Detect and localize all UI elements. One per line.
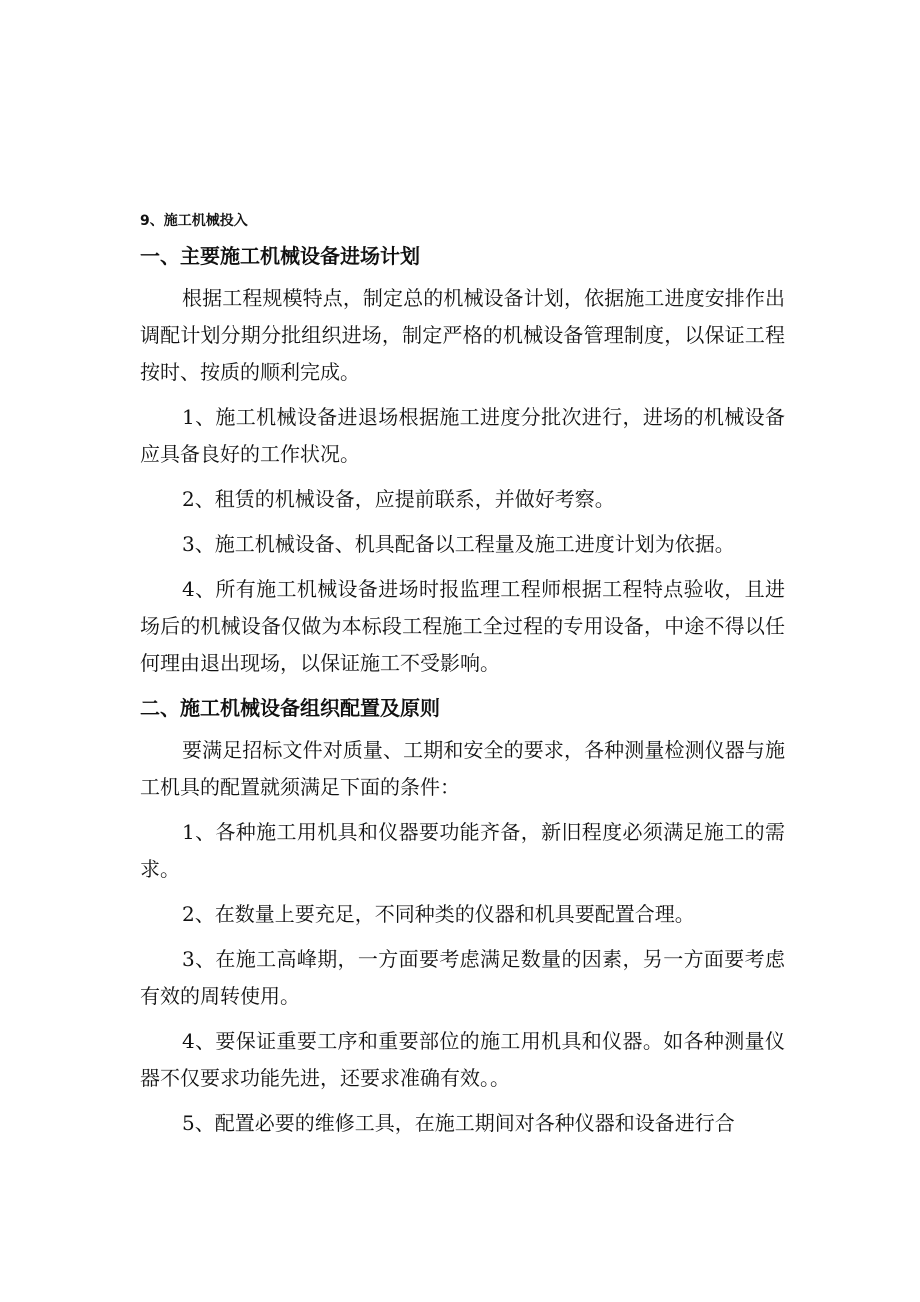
paragraph: 3、施工机械设备、机具配备以工程量及施工进度计划为依据。	[182, 532, 735, 556]
paragraph: 1、各种施工用机具和仪器要功能齐备，新旧程度必须满足施工的需求。	[140, 820, 785, 881]
paragraph: 2、在数量上要充足，不同种类的仪器和机具要配置合理。	[182, 902, 695, 926]
paragraph: 要满足招标文件对质量、工期和安全的要求，各种测量检测仪器与施工机具的配置就须满足下面的条件：	[140, 738, 785, 799]
paragraph: 根据工程规模特点，制定总的机械设备计划，依据施工进度安排作出调配计划分期分批组织进场，制定严格的机械设备管理制度，以保证工程按时、按质的顺利完成。	[140, 286, 785, 384]
paragraph: 4、所有施工机械设备进场时报监理工程师根据工程特点验收，且进场后的机械设备仅做为本标段工程施工全过程的专用设备，中途不得以任何理由退出现场，以保证施工不受影响。	[140, 577, 785, 675]
section-heading-1: 一、主要施工机械设备进场计划	[140, 244, 420, 268]
paragraph: 1、施工机械设备进退场根据施工进度分批次进行，进场的机械设备应具备良好的工作状况。	[140, 405, 785, 466]
paragraph: 4、要保证重要工序和重要部位的施工用机具和仪器。如各种测量仪器不仅要求功能先进，还要求准确有效。。	[140, 1029, 785, 1090]
paragraph: 5、配置必要的维修工具，在施工期间对各种仪器和设备进行合	[182, 1111, 735, 1135]
section-number: 9、施工机械投入	[140, 213, 248, 229]
paragraph: 3、在施工高峰期，一方面要考虑满足数量的因素，另一方面要考虑有效的周转使用。	[140, 947, 785, 1008]
paragraph: 2、租赁的机械设备，应提前联系，并做好考察。	[182, 487, 615, 511]
section-heading-2: 二、施工机械设备组织配置及原则	[140, 696, 440, 720]
document-body	[140, 210, 785, 1150]
